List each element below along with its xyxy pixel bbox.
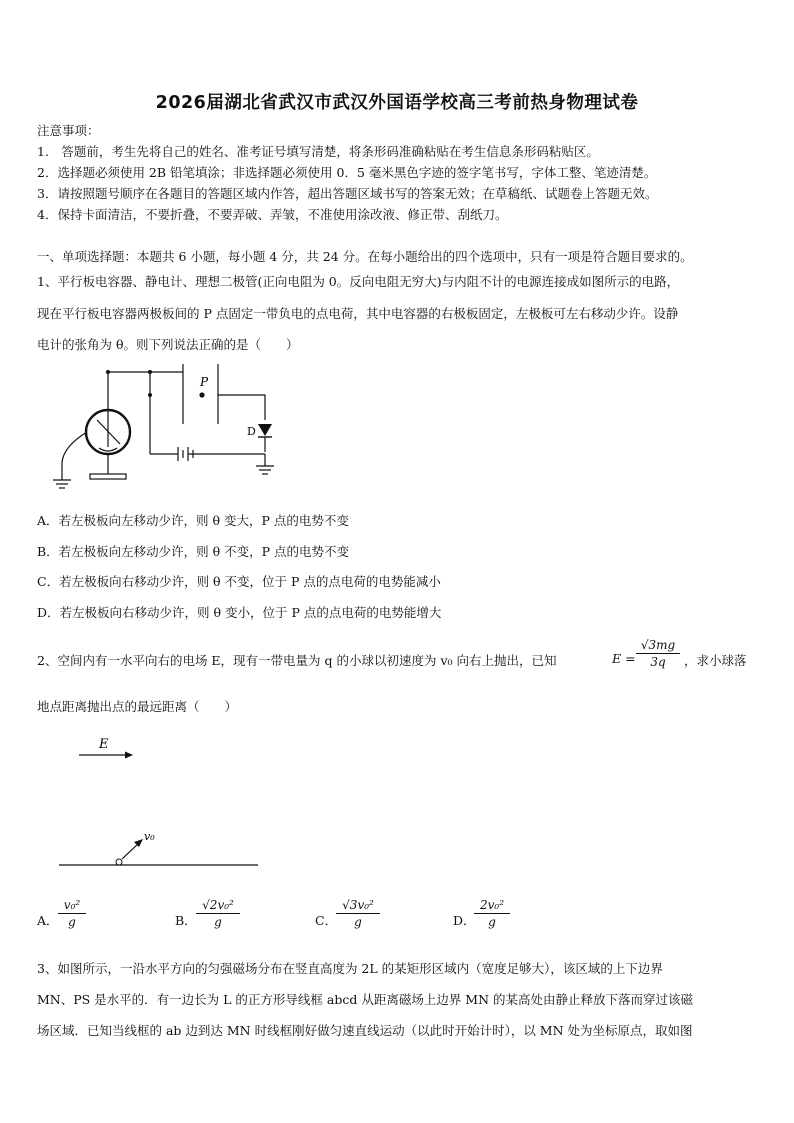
notice-item: 1. 答题前，考生先将自己的姓名、准考证号填写清楚，将条形码准确粘贴在考生信息条形码粘贴区。 bbox=[37, 144, 599, 159]
question-3-text: 3、如图所示，一沿水平方向的匀强磁场分布在竖直高度为 2L 的某矩形区域内（宽度足够大），该区域的上下边界 bbox=[37, 961, 663, 976]
option-d: D．若左极板向右移动少许，则 θ 变小，位于 P 点的点电荷的电势能增大 bbox=[37, 605, 442, 620]
option-b: B． bbox=[175, 913, 197, 928]
formula-numerator: √3mg bbox=[636, 638, 680, 654]
option-b: B．若左极板向左移动少许，则 θ 不变，P 点的电势不变 bbox=[37, 544, 350, 559]
question-2-text: 地点距离抛出点的最远距离（ ） bbox=[37, 699, 238, 714]
question-2-text: 2、空间内有一水平向右的电场 E，现有一带电量为 q 的小球以初速度为 v₀ 向右上抛出，已知 bbox=[37, 653, 557, 668]
formula-lhs: E = bbox=[612, 651, 636, 666]
point-p-label: P bbox=[200, 375, 209, 389]
option-a: A．若左极板向左移动少许，则 θ 变大，P 点的电势不变 bbox=[37, 513, 349, 528]
question-3-text: 场区域．已知当线框的 ab 边到达 MN 时线框刚好做匀速直线运动（以此时开始计时），以 MN 处为坐标原点，取如图 bbox=[37, 1023, 693, 1038]
page-title: 2026届湖北省武汉市武汉外国语学校高三考前热身物理试卷 bbox=[155, 93, 639, 113]
question-1-text: 1、平行板电容器、静电计、理想二极管(正向电阻为 0。反向电阻无穷大)与内阻不计的电源连接成如图所示的电路， bbox=[37, 274, 680, 289]
notice-item: 3．请按照题号顺序在各题目的答题区域内作答，超出答题区域书写的答案无效；在草稿纸、试题卷上答题无效。 bbox=[37, 186, 658, 201]
v0-label: v₀ bbox=[144, 830, 155, 843]
notice-item: 2．选择题必须使用 2B 铅笔填涂；非选择题必须使用 0．5 毫米黑色字迹的签字笔书写，字体工整、笔迹清楚。 bbox=[37, 165, 657, 180]
question-3-text: MN、PS 是水平的．有一边长为 L 的正方形导线框 abcd 从距离磁场上边界 MN 的某高处由静止释放下落而穿过该磁 bbox=[37, 992, 694, 1007]
notice-heading: 注意事项： bbox=[37, 123, 100, 138]
option-a: A． bbox=[37, 913, 59, 928]
option-c-value: $\frac{\text{√3v₀²}}{g}$ bbox=[336, 898, 380, 929]
circuit-figure bbox=[50, 362, 290, 497]
formula-denominator: 3q bbox=[650, 655, 666, 669]
question-2-text: ，求小球落 bbox=[684, 653, 747, 668]
section-heading: 一、单项选择题：本题共 6 小题，每小题 4 分，共 24 分。在每小题给出的四个选项中，只有一项是符合题目要求的。 bbox=[37, 249, 693, 264]
question-1-text: 电计的张角为 θ。则下列说法正确的是（ ） bbox=[37, 337, 299, 352]
question-1-text: 现在平行板电容器两极板间的 P 点固定一带负电的点电荷，其中电容器的右极板固定，左极板可左右移动少许。设静 bbox=[37, 306, 679, 321]
notice-item: 4．保持卡面清洁，不要折叠，不要弄破、弄皱，不准使用涂改液、修正带、刮纸刀。 bbox=[37, 207, 508, 222]
option-d-value: $\frac{\text{2v₀²}}{g}$ bbox=[474, 898, 510, 929]
diode-label: D bbox=[247, 425, 256, 438]
option-d: D． bbox=[453, 913, 476, 928]
field-e-label: E bbox=[99, 737, 109, 752]
option-b-value: $\frac{\text{√2v₀²}}{g}$ bbox=[196, 898, 240, 929]
option-c: C．若左极板向右移动少许，则 θ 不变，位于 P 点的点电荷的电势能减小 bbox=[37, 574, 441, 589]
field-figure bbox=[55, 732, 265, 872]
option-a-value: $\frac{\text{v₀²}}{g}$ bbox=[58, 898, 86, 929]
option-c: C． bbox=[315, 913, 338, 928]
formula-fraction bbox=[636, 638, 680, 669]
